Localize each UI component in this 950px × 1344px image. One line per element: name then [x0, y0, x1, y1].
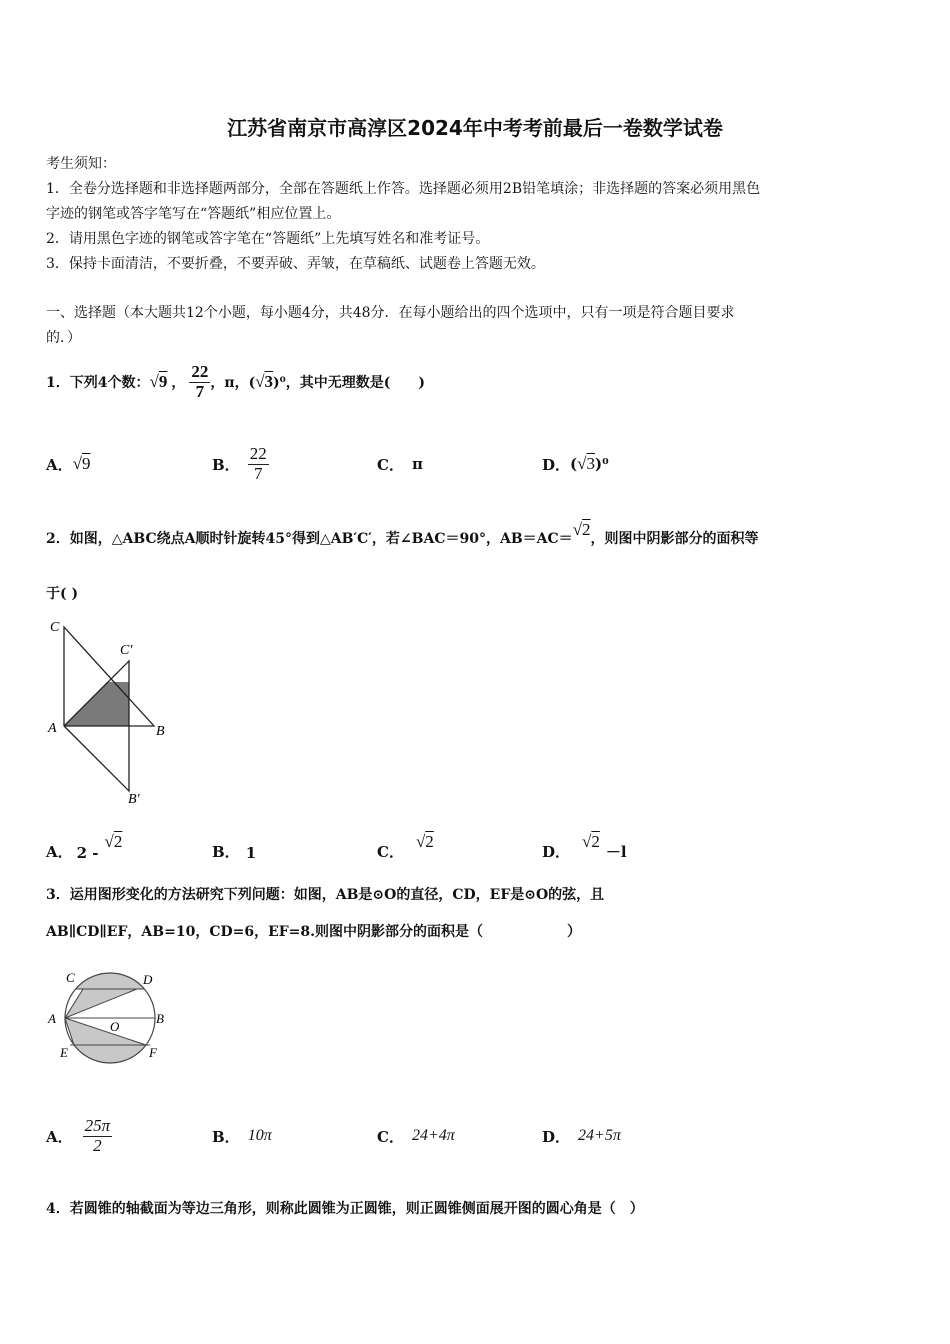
question-2-stem-line-2: 于( ) — [46, 586, 79, 602]
q3-circle-figure — [40, 965, 175, 1065]
question-3-stem-line-2: AB∥CD∥EF，AB=10，CD=6，EF=8.则图中阴影部分的面积是（ ） — [46, 924, 582, 940]
q1-sqrt-3: √3 — [255, 372, 274, 391]
question-2-stem — [46, 516, 759, 560]
q1-pi-part: ，π，( — [210, 375, 256, 391]
q1-option-d[interactable]: D． ( √3 )⁰ — [542, 454, 609, 474]
q1-option-c[interactable]: C． π — [377, 455, 423, 474]
q1-option-a[interactable]: A． √9 — [46, 454, 91, 474]
question-1-stem: 1．下列4个数： √9 ， $\frac{22}{7}$ ，π，( √3 )⁰，其中无理数是( ) — [46, 361, 426, 401]
q1-option-b[interactable]: B． $\frac{22}{7}$ — [212, 443, 267, 483]
q3-label-f: F — [149, 1045, 157, 1060]
q3-label-a: A — [48, 1011, 56, 1026]
question-4-stem: 4．若圆锥的轴截面为等边三角形，则称此圆锥为正圆锥，则正圆锥侧面展开图的圆心角是（ ） — [46, 1201, 644, 1217]
q3-label-d: D — [143, 972, 153, 987]
question-3-stem-line-1: 3．运用图形变化的方法研究下列问题：如图，AB是⊙O的直径，CD，EF是⊙O的弦，且 — [46, 887, 605, 903]
notice-line-1b: 字迹的钢笔或答字笔写在“答题纸”相应位置上。 — [46, 206, 341, 222]
q2-option-d[interactable]: D． √2 －l — [542, 832, 627, 861]
q3-option-a[interactable]: A． $\frac{25\pi}{2}$ — [46, 1115, 111, 1155]
q3-option-c[interactable]: C． 24+4π — [377, 1127, 455, 1146]
q2-label-c-prime: C′ — [120, 643, 133, 658]
q2-sqrt-2: √2 — [572, 520, 591, 539]
notice-line-1a: 1．全卷分选择题和非选择题两部分，全部在答题纸上作答。选择题必须用2B铅笔填涂；非选择题的答案必须用黑色 — [46, 181, 761, 197]
q3-label-c: C — [66, 970, 75, 985]
q1-sqrt-9: √9 — [149, 372, 168, 391]
section-heading-line-2: 的．） — [46, 330, 81, 346]
q2-option-b[interactable]: B． 1 — [212, 843, 257, 862]
q2-rotation-figure — [40, 615, 180, 810]
q3-option-b[interactable]: B． 10π — [212, 1127, 272, 1146]
q1-stem-prefix: 1．下列4个数： — [46, 375, 150, 391]
q3-label-b: B — [156, 1011, 164, 1026]
q2-stem-suffix: ，则图中阴影部分的面积等 — [590, 531, 759, 547]
q2-label-b-prime: B′ — [128, 792, 140, 807]
q2-option-c[interactable]: C． √2 — [377, 832, 434, 861]
q1-stem-tail: )⁰，其中无理数是( ) — [273, 375, 426, 391]
q2-label-c: C — [50, 620, 60, 635]
q1-fraction: $\frac{22}{7}$ — [191, 361, 209, 401]
notice-line-2: 2．请用黑色字迹的钢笔或答字笔在“答题纸”上先填写姓名和准考证号。 — [46, 231, 490, 247]
notice-line-3: 3．保持卡面清洁，不要折叠，不要弄破、弄皱，在草稿纸、试题卷上答题无效。 — [46, 256, 545, 272]
section-heading-line-1: 一、选择题（本大题共12个小题，每小题4分，共48分．在每小题给出的四个选项中，只有一项是符合题目要求 — [46, 305, 735, 321]
q2-stem-prefix: 2．如图，△ABC绕点A顺时针旋转45°得到△AB′C′，若∠BAC＝90°，AB＝AC＝ — [46, 531, 573, 547]
q3-label-o: O — [110, 1019, 120, 1034]
q3-label-e: E — [60, 1045, 68, 1060]
q2-option-a[interactable]: A． 2 - √2 — [46, 832, 123, 862]
q2-label-a: A — [48, 721, 57, 736]
notice-header: 考生须知： — [46, 156, 116, 172]
q3-option-d[interactable]: D． 24+5π — [542, 1127, 621, 1146]
page-title: 江苏省南京市高淳区2024年中考考前最后一卷数学试卷 — [227, 116, 723, 140]
q2-label-b: B — [156, 724, 165, 739]
